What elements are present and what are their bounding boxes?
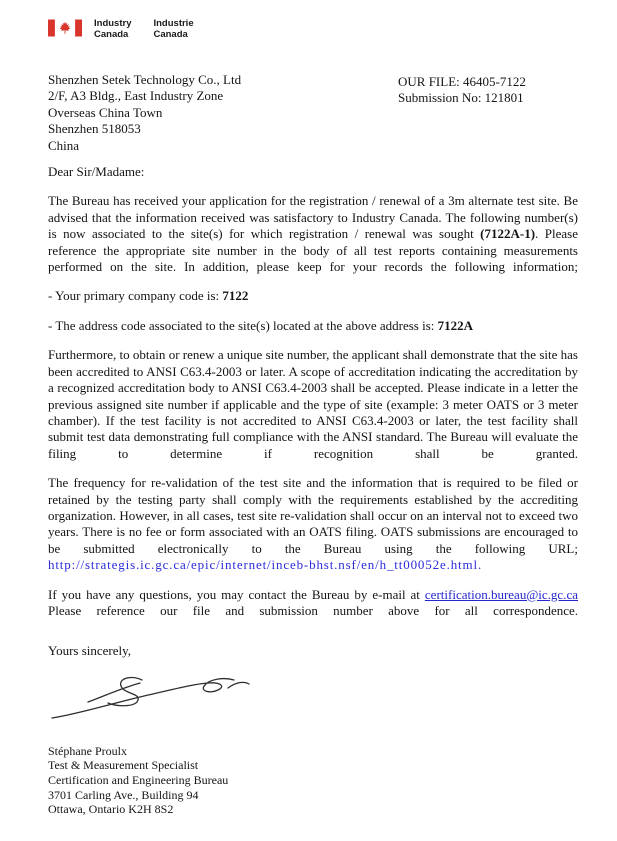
- signer-name: Stéphane Proulx: [48, 743, 127, 758]
- signer-org: Certification and Engineering Bureau: [48, 772, 229, 787]
- signature-image: [48, 668, 578, 730]
- recipient-line: Shenzhen Setek Technology Co., Ltd: [48, 72, 242, 87]
- url-suffix: .: [477, 557, 483, 573]
- paragraph-contact: [48, 587, 578, 620]
- wordmark-en-line2: Canada: [94, 29, 129, 40]
- signer-block: [48, 744, 578, 817]
- department-wordmark: [94, 18, 194, 40]
- paragraph-text: Please reference our file and submission number above for all correspondence.: [48, 602, 578, 618]
- wordmark-fr-line2: Canada: [153, 29, 188, 40]
- file-reference: [398, 72, 578, 154]
- code-line-text: - Your primary company code is:: [48, 288, 223, 304]
- code-line-text: - The address code associated to the site(s) located at the above address is:: [48, 317, 438, 333]
- recipient-line: Overseas China Town: [48, 104, 163, 120]
- wordmark-en-line1: Industry: [94, 18, 132, 29]
- wordmark-fr-line1: Industrie: [153, 18, 194, 29]
- closing: Yours sincerely,: [48, 643, 132, 659]
- gov-header: [48, 15, 578, 40]
- paragraph-text: . Please reference the appropriate site number in the body of all test reports containing measurements performed on the site. In addition, please keep for your records the following information;: [48, 226, 578, 275]
- our-file-number: OUR FILE: 46405-7122: [398, 74, 526, 89]
- wordmark-french: [153, 18, 193, 40]
- oats-url-link[interactable]: http://strategis.ic.gc.ca/epic/internet/inceb-bhst.nsf/en/h_tt00052e.html: [48, 557, 478, 573]
- signer-title: Test & Measurement Specialist: [48, 758, 199, 773]
- address-code-line: [48, 318, 578, 334]
- address-file-row: [48, 72, 578, 154]
- signer-address-line1: 3701 Carling Ave., Building 94: [48, 787, 199, 802]
- address-code-value: 7122A: [437, 317, 474, 333]
- paragraph-text: The frequency for re-validation of the test site and the information that is required to be filed or retained by the testing party shall comply with the requirements established by the accrediting organization. However, in all cases, test site re-validation shall occur on an interval not to exceed two years. There is no fee or form associated with an OATS filing. OATS submissions are encouraged to be submitted electronically to the Bureau using the following URL;: [48, 475, 578, 556]
- recipient-line: Shenzhen 518053: [48, 121, 141, 137]
- site-number-bold: (7122A-1): [480, 226, 536, 242]
- paragraph-revalidation: [48, 475, 578, 573]
- company-code-line: [48, 288, 578, 304]
- signer-address-line2: Ottawa, Ontario K2H 8S2: [48, 802, 174, 817]
- wordmark-english: [94, 18, 131, 40]
- canada-flag-icon: [48, 17, 82, 39]
- email-link[interactable]: certification.bureau@ic.gc.ca: [424, 586, 578, 602]
- salutation: Dear Sir/Madame:: [48, 164, 145, 180]
- paragraph-text: The Bureau has received your application for the registration / renewal of a 3m alternate test site. Be advised that the information received was satisfactory to Industry Canada. The following number(s) is now associated to the site(s) for which registration / renewal was sought: [48, 193, 578, 242]
- company-code-value: 7122: [222, 288, 249, 304]
- paragraph-text: If you have any questions, you may contact the Bureau by e-mail at: [48, 586, 425, 602]
- submission-number: Submission No: 121801: [398, 90, 524, 106]
- recipient-line: 2/F, A3 Bldg., East Industry Zone: [48, 88, 224, 104]
- paragraph-accreditation: Furthermore, to obtain or renew a unique site number, the applicant shall demonstrate that the site has been accredited to ANSI C63.4-2003 or later. A scope of accreditation indicating the accreditation by a recognized accreditation body to ANSI C63.4-2003 shall be accepted. Please indicate in a letter the previous assigned site number if applicable and the type of site (example: 3 meter OATS or 3 meter chamber). If the test facility is not accredited to ANSI C63.4-2003 or later, the test facility shall submit test data demonstrating full compliance with the ANSI standard. The Bureau will evaluate the filing to determine if recognition shall be granted.: [48, 347, 578, 461]
- paragraph-application-received: [48, 193, 578, 275]
- recipient-line: China: [48, 137, 80, 153]
- recipient-address: [48, 72, 398, 154]
